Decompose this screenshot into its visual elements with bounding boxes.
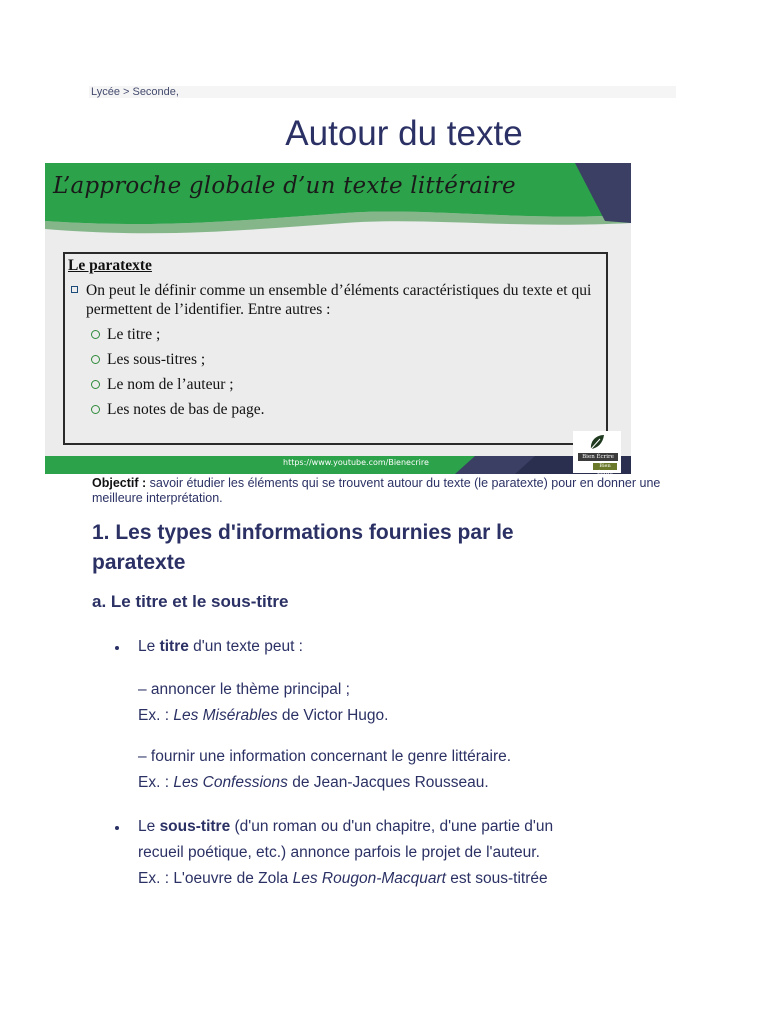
slide-image bbox=[45, 163, 631, 474]
objectif-paragraph bbox=[92, 476, 692, 506]
paratexte-box bbox=[63, 252, 608, 445]
bullet-titre: Le titre d'un texte peut : bbox=[138, 638, 303, 655]
bullet-sous-titre: Le sous-titre (d'un roman ou d'un chapitre, d'une partie d'un recueil poétique, etc.) annonce parfois le projet de l'auteur. Ex. : L'oeuvre de Zola Les Rougon-Macquart est sous-titrée bbox=[138, 814, 553, 892]
box-heading: Le paratexte bbox=[68, 257, 152, 274]
bien-ecrire-logo bbox=[573, 431, 621, 473]
definition-label: On peut le définir comme un ensemble d’éléments caractéristiques du texte et qui permettent de l’identifier. Entre autres : bbox=[86, 282, 592, 318]
circle-bullet-icon bbox=[91, 355, 100, 364]
objectif-text: savoir étudier les éléments qui se trouvent autour du texte (le paratexte) pour en donner une meilleure interprétation. bbox=[92, 476, 661, 505]
example-line: Ex. : Les Confessions de Jean-Jacques Rousseau. bbox=[138, 774, 489, 791]
page-title: Autour du texte bbox=[285, 114, 523, 153]
circle-bullet-icon bbox=[91, 380, 100, 389]
subsection-heading: a. Le titre et le sous-titre bbox=[92, 592, 289, 611]
example-line: Ex. : L'oeuvre de Zola Les Rougon-Macquart est sous-titrée bbox=[138, 870, 548, 887]
slide-title: L’approche globale d’un texte littéraire bbox=[53, 173, 516, 199]
list-item: Le nom de l’auteur ; bbox=[91, 375, 265, 400]
list-item: Le titre ; bbox=[91, 325, 265, 350]
breadcrumb[interactable]: Lycée > Seconde, bbox=[89, 86, 676, 98]
slide-url: https://www.youtube.com/Bienecrire bbox=[283, 458, 429, 467]
definition-text bbox=[69, 281, 607, 319]
circle-bullet-icon bbox=[91, 330, 100, 339]
list-item: Les notes de bas de page. bbox=[91, 400, 265, 425]
checkbox-bullet-icon bbox=[71, 286, 78, 293]
logo-text: Bien Écrire bbox=[578, 453, 618, 461]
bullet-icon bbox=[115, 646, 119, 650]
logo-subtext: Bien Écrire bbox=[593, 463, 617, 470]
list-item: Les sous-titres ; bbox=[91, 350, 265, 375]
example-line: Ex. : Les Misérables de Victor Hugo. bbox=[138, 707, 389, 724]
point-genre: – fournir une information concernant le genre littéraire. Ex. : Les Confessions de Jean-Jacques Rousseau. bbox=[138, 744, 511, 796]
leaf-icon bbox=[588, 433, 606, 451]
bullet-icon bbox=[115, 826, 119, 830]
circle-bullet-icon bbox=[91, 405, 100, 414]
paratexte-list bbox=[91, 325, 265, 425]
point-theme: – annoncer le thème principal ; Ex. : Les Misérables de Victor Hugo. bbox=[138, 677, 388, 729]
section-heading: 1. Les types d'informations fournies par le paratexte bbox=[92, 521, 514, 574]
objectif-label: Objectif : bbox=[92, 476, 147, 490]
